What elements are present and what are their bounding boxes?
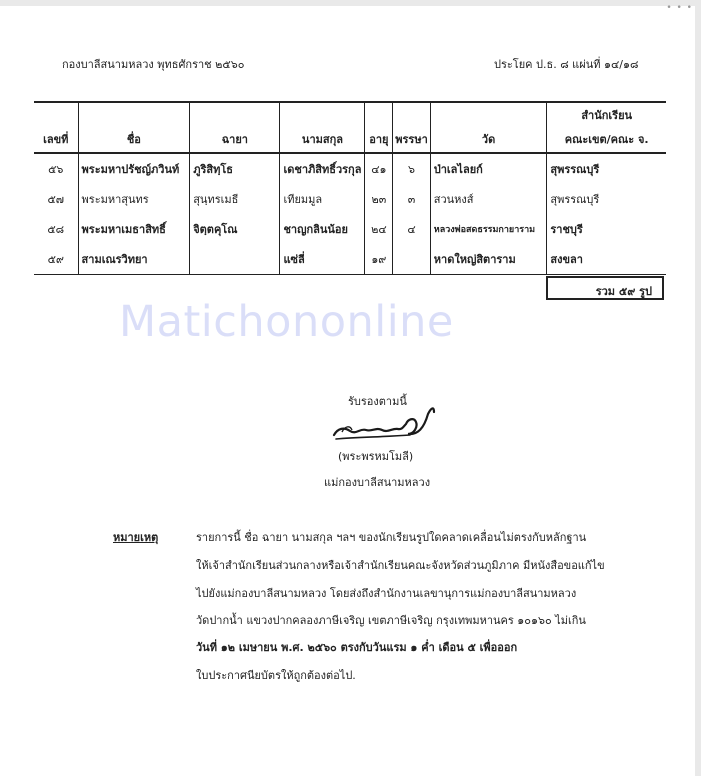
note-line: วัดปากน้ำ แขวงปากคลองภาษีเจริญ เขตภาษีเจริญ กรุงเทพมหานคร ๑๐๑๖๐ ไม่เกิน <box>196 614 586 627</box>
cell-wat: ป่าเลไลยก์ <box>430 153 547 184</box>
certification-text: รับรองตามนี้ <box>348 395 407 408</box>
cell-pansa: ๔ <box>393 214 431 244</box>
signer-title: แม่กองบาลีสนามหลวง <box>324 476 431 489</box>
signer-name: (พระพรหมโมลี) <box>338 450 414 463</box>
cell-age: ๑๙ <box>365 244 393 275</box>
cell-chaya: จิตฺตคุโณ <box>190 214 280 244</box>
note-label: หมายเหตุ <box>113 531 159 544</box>
note-line: ใบประกาศนียบัตรให้ถูกต้องต่อไป. <box>196 669 356 682</box>
column-header-school-line1: สำนักเรียน <box>581 109 633 122</box>
column-header-school <box>547 102 666 153</box>
table-row <box>34 214 666 244</box>
cell-chaya: ภูริสิทฺโธ <box>190 153 280 184</box>
cell-no: ๕๙ <box>34 244 78 275</box>
column-header-pansa: พรรษา <box>393 102 431 153</box>
column-header-chaya: ฉายา <box>190 102 280 153</box>
cell-surname: ชาญกลินน้อย <box>280 214 365 244</box>
cell-wat: หาดใหญ่สิตาราม <box>430 244 547 275</box>
cell-surname: เทียมมูล <box>280 184 365 214</box>
cell-chaya: สุนฺทรเมธี <box>190 184 280 214</box>
signature-image <box>328 404 438 450</box>
note-line: วันที่ ๑๒ เมษายน พ.ศ. ๒๕๖๐ ตรงกับวันแรม ๑ ค่ำ เดือน ๕ เพื่อออก <box>196 641 518 654</box>
note-line: ไปยังแม่กองบาลีสนามหลวง โดยส่งถึงสำนักงานเลขานุการแม่กองบาลีสนามหลวง <box>196 587 577 600</box>
column-header-name: ชื่อ <box>78 102 190 153</box>
cell-wat: สวนหงส์ <box>430 184 547 214</box>
cell-no: ๕๖ <box>34 153 78 184</box>
column-header-surname: นามสกุล <box>280 102 365 153</box>
cell-name: พระมหาปรัชญ์ภวินท์ <box>78 153 190 184</box>
cell-pansa: ๓ <box>393 184 431 214</box>
cell-pansa: ๖ <box>393 153 431 184</box>
header-left-text: กองบาลีสนามหลวง พุทธศักราช ๒๕๖๐ <box>62 58 245 71</box>
cell-school: สงขลา <box>550 253 583 266</box>
column-header-age: อายุ <box>365 102 393 153</box>
note-line: รายการนี้ ชื่อ ฉายา นามสกุล ฯลฯ ของนักเรียนรูปใดคลาดเคลื่อนไม่ตรงกับหลักฐาน <box>196 531 587 544</box>
cell-school: สุพรรณบุรี <box>550 193 600 206</box>
column-header-school-line2: คณะเขต/คณะ จ. <box>564 133 649 146</box>
note-line: ให้เจ้าสำนักเรียนส่วนกลางหรือเจ้าสำนักเรียนคณะจังหวัดส่วนภูมิภาค มีหนังสือขอแก้ไข <box>196 559 605 572</box>
total-count-box: รวม ๕๙ รูป <box>546 276 664 300</box>
cell-pansa <box>393 244 431 275</box>
cell-name: สามเณรวิทยา <box>78 244 190 275</box>
cell-wat: หลวงพ่อสดธรรมกายาราม <box>430 214 547 244</box>
cell-age: ๔๑ <box>365 153 393 184</box>
cell-chaya <box>190 244 280 275</box>
cell-school: สุพรรณบุรี <box>550 163 600 176</box>
cell-name: พระมหาเมธาสิทธิ์ <box>78 214 190 244</box>
cell-surname: เดชาภิสิทธิ์วรกุล <box>280 153 365 184</box>
header-page-info: ประโยค ป.ธ. ๘ แผ่นที่ ๑๔/๑๘ <box>494 58 639 71</box>
column-header-wat: วัด <box>430 102 547 153</box>
cell-surname: แซ่ลี่ <box>280 244 365 275</box>
cell-school: ราชบุรี <box>550 223 583 236</box>
more-options-icon[interactable]: • • • <box>666 3 693 13</box>
column-header-no: เลขที่ <box>34 102 78 153</box>
cell-name: พระมหาสุนทร <box>78 184 190 214</box>
cell-no: ๕๘ <box>34 214 78 244</box>
cell-no: ๕๗ <box>34 184 78 214</box>
table-row <box>34 184 666 214</box>
cell-age: ๒๔ <box>365 214 393 244</box>
watermark: Matichononline <box>119 297 454 347</box>
cell-age: ๒๓ <box>365 184 393 214</box>
table-row <box>34 244 666 275</box>
results-table <box>34 101 666 275</box>
viewer-right-border <box>695 0 701 776</box>
viewer-top-border <box>0 0 701 6</box>
table-header-row <box>34 102 666 153</box>
table-row <box>34 153 666 184</box>
